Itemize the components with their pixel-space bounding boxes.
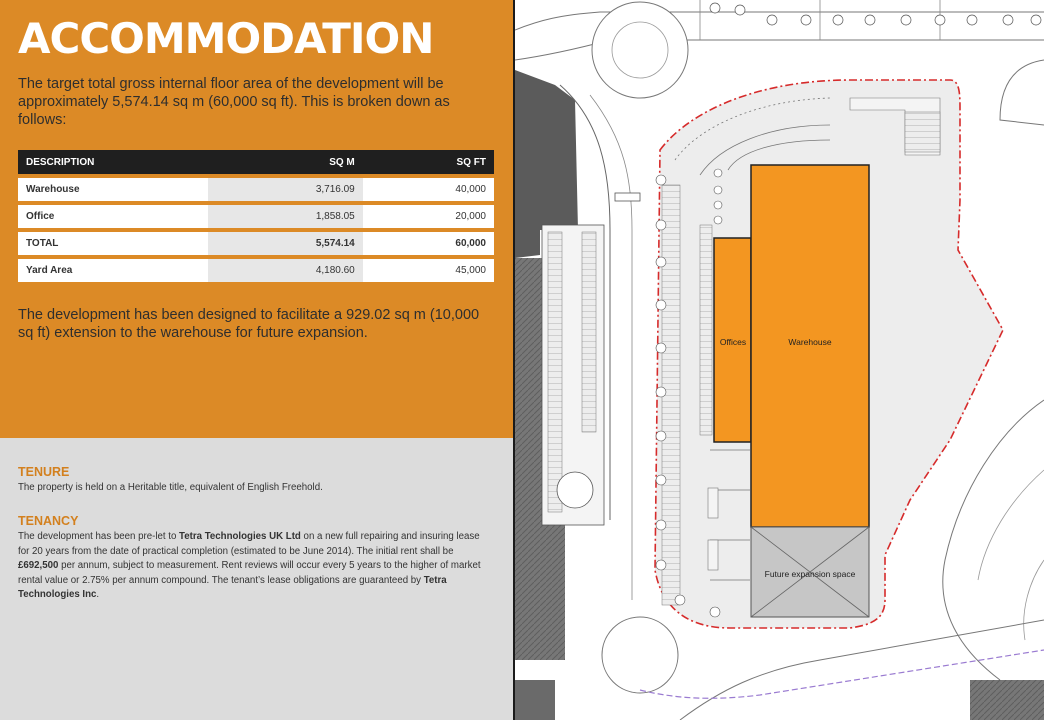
parking-bays — [548, 232, 562, 512]
parking-bays — [700, 225, 712, 435]
cell-sqm: 5,574.14 — [208, 230, 363, 257]
tenancy-text-part: per annum, subject to measurement. Rent reviews will occur every 5 years to the higher of market rental value or 2.75% per annum compound. The tenant’s lease obligations are guaranteed by — [18, 560, 481, 586]
cell-description: Yard Area — [18, 257, 208, 282]
cell-sqft: 45,000 — [363, 257, 494, 282]
roundabout-west — [557, 472, 593, 508]
cell-sqm: 1,858.05 — [208, 203, 363, 230]
table-row — [18, 257, 494, 282]
cell-sqft: 60,000 — [363, 230, 494, 257]
tenure-heading: TENURE — [18, 465, 70, 479]
adjacent-building-southeast — [970, 680, 1044, 720]
parking-bays — [905, 112, 940, 152]
parking-island — [708, 488, 718, 518]
accommodation-table — [18, 150, 494, 282]
table-row — [18, 176, 494, 203]
guarantor-name: Tetra Technologies Inc — [18, 574, 447, 600]
table-row-total — [18, 230, 494, 257]
extension-text: The development has been designed to facilitate a 929.02 sq m (10,000 sq ft) extension to the warehouse for future expansion. — [18, 307, 480, 341]
tenancy-text-part: . — [96, 589, 100, 600]
roundabout-north-island — [612, 22, 668, 78]
future-expansion-label: Future expansion space — [764, 569, 856, 579]
warehouse-label: Warehouse — [788, 337, 832, 347]
tenant-name: Tetra Technologies UK Ltd — [179, 531, 301, 542]
column-header-description: DESCRIPTION — [18, 150, 208, 176]
cell-sqm: 3,716.09 — [208, 176, 363, 203]
tenure-tenancy-panel — [0, 438, 513, 720]
accommodation-panel — [0, 0, 513, 438]
page-title: ACCOMMODATION — [18, 14, 434, 63]
parking-island — [708, 540, 718, 570]
tenure-text: The property is held on a Heritable title, equivalent of English Freehold. — [18, 482, 323, 493]
tenancy-text-part: on a new full repairing and insuring lease for 20 years from the date of practical completion (estimated to be June 2014). The initial rent shall be — [18, 531, 480, 557]
table-header-row — [18, 150, 494, 176]
intro-text: The target total gross internal floor area of the development will be approximately 5,574.14 sq m (60,000 sq ft). This is broken down as follows: — [18, 76, 450, 128]
rent-value: £692,500 — [18, 560, 59, 571]
cell-sqft: 40,000 — [363, 176, 494, 203]
cell-description: TOTAL — [18, 230, 208, 257]
cell-description: Office — [18, 203, 208, 230]
cell-description: Warehouse — [18, 176, 208, 203]
tenancy-text — [18, 530, 488, 603]
site-access-gate — [615, 193, 640, 201]
parking-bays — [582, 232, 596, 432]
tenancy-heading: TENANCY — [18, 514, 79, 528]
table-row — [18, 203, 494, 230]
roundabout-south — [602, 617, 678, 693]
site-plan-map — [515, 0, 1044, 720]
offices-label: Offices — [719, 337, 747, 347]
cell-sqm: 4,180.60 — [208, 257, 363, 282]
adjacent-building-south — [515, 680, 555, 720]
column-header-sqm: SQ M — [208, 150, 363, 176]
cell-sqft: 20,000 — [363, 203, 494, 230]
column-header-sqft: SQ FT — [363, 150, 494, 176]
tenancy-text-part: The development has been pre-let to — [18, 531, 180, 542]
